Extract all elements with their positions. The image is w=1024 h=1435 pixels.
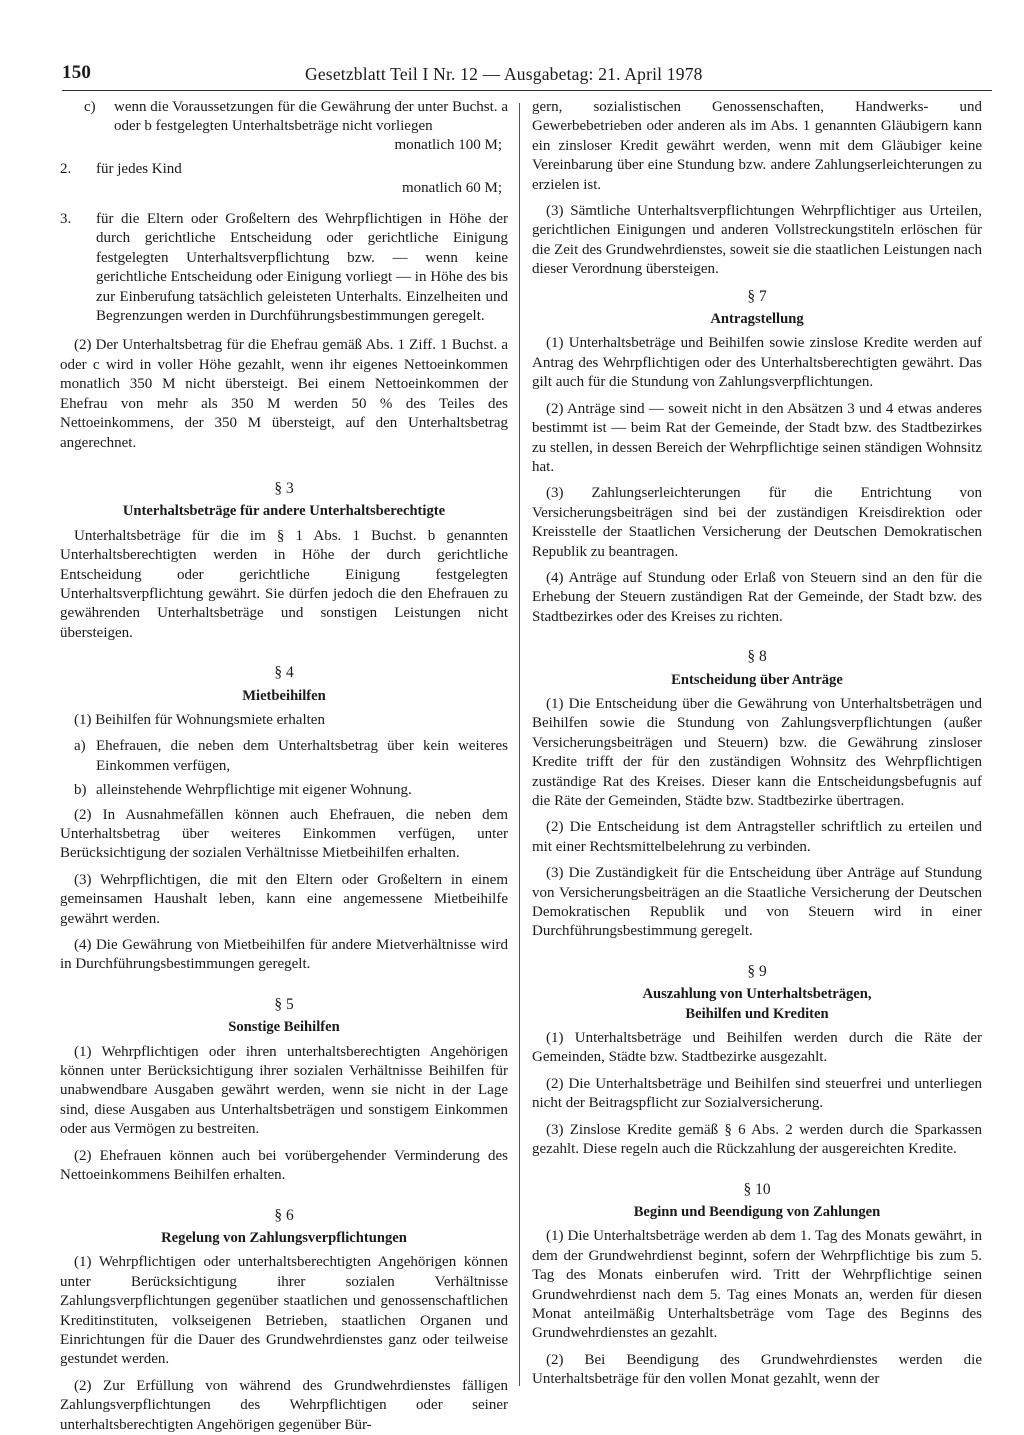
paragraph: (2) Zur Erfüllung von während des Grundwehrdienstes fälligen Zahlungsverpflichtungen des Wehrpflichtigen oder seiner unterhaltsberechtigten Angehörigen gegenüber Bür- [60, 1377, 508, 1433]
list-label: c) [84, 99, 96, 115]
section-title: Entscheidung über Anträge [671, 671, 843, 688]
paragraph: (3) Wehrpflichtigen, die mit den Eltern oder Großeltern in einem gemeinsamen Haushalt leben, kann eine angemessene Mietbeihilfe gewährt werden. [60, 871, 508, 927]
page-header [62, 60, 1004, 90]
list-label: 3. [60, 211, 72, 228]
amount: monatlich 60 M; [402, 179, 502, 196]
list-label: 2. [60, 161, 72, 178]
column-divider [519, 103, 520, 1386]
section-title: Mietbeihilfen [242, 687, 326, 704]
paragraph: (2) Ehefrauen können auch bei vorübergehender Verminderung des Nettoeinkommens Beihilfen erhalten. [60, 1147, 508, 1184]
list-text: für die Eltern oder Großeltern des Wehrpflichtigen in Höhe der durch gerichtliche Entscheidung oder gerichtliche Einigung festgelegten Unterhaltsverpflichtung bzw. — wenn keine gerichtliche Entscheidung oder Einigung vorliegt — in Höhe des bis zur Einberufung tatsächlich geleisteten Unterhalts. Einzelheiten und Begrenzungen werden in Durchführungsbestimmungen geregelt. [96, 211, 508, 325]
section-title: Beginn und Beendigung von Zahlungen [633, 1203, 881, 1220]
paragraph: gern, sozialistischen Genossenschaften, Handwerks- und Gewerbebetrieben oder anderen als im Abs. 1 genannten Gläubigern kann ein zinsloser Kredit gewährt werden, wenn mit dem Gläubiger keine Vereinbarung über eine Stundung bzw. andere Zahlungserleichterungen zu erzielen ist. [532, 99, 982, 193]
paragraph: (3) Zinslose Kredite gemäß § 6 Abs. 2 werden durch die Sparkassen gezahlt. Diese regeln auch die Rückzahlung der ausgereichten Kredite. [532, 1121, 982, 1158]
paragraph: (2) Die Unterhaltsbeträge und Beihilfen sind steuerfrei und unterliegen nicht der Beitragspflicht zur Sozialversicherung. [532, 1075, 982, 1112]
list-text: wenn die Voraussetzungen für die Gewährung der unter Buchst. a oder b festgelegten Unterhaltsbeträge nicht vorliegen [114, 99, 508, 135]
section-number: § 10 [743, 1180, 771, 1198]
section-number: § 8 [747, 648, 767, 666]
section-title: Antragstellung [710, 311, 804, 328]
section-title: Auszahlung von Unterhaltsbeträgen, [642, 986, 872, 1003]
list-item-b [74, 781, 508, 800]
paragraph: (1) Wehrpflichtigen oder ihren unterhaltsberechtigten Angehörigen können unter Berücksichtigung ihrer sozialen Verhältnisse Beihilfen für unabwendbare Ausgaben gewährt werden, wenn sie nicht in der Lage sind, diese Ausgaben aus Unterhaltsbeträgen und sonstigem Einkommen oder aus Vermögen zu bestreiten. [60, 1043, 508, 1138]
section-number: § 6 [274, 1206, 294, 1224]
paragraph: (2) Anträge sind — soweit nicht in den Absätzen 3 und 4 etwas anderes bestimmt ist — beim Rat der Gemeinde, der Stadt bzw. des Stadtbezirkes zu stellen, in dessen Bereich der Wehrpflichtige seinen ständigen Wohnsitz hat. [532, 400, 982, 475]
paragraph: (2) Bei Beendigung des Grundwehrdienstes werden die Unterhaltsbeträge für den vollen Monat gezahlt, wenn der [532, 1351, 982, 1388]
list-label: b) [74, 782, 87, 799]
paragraph: (1) Unterhaltsbeträge und Beihilfen werden durch die Räte der Gemeinden, Städte bzw. Stadtbezirke ausgezahlt. [532, 1030, 982, 1066]
paragraph: (3) Die Zuständigkeit für die Entscheidung über Anträge auf Stundung von Versicherungsbeiträgen an die Staatliche Versicherung der Deutschen Demokratischen Republik und von Steuern wird in einer Durchführungsbestimmung geregelt. [532, 865, 982, 940]
paragraph: (1) Unterhaltsbeträge und Beihilfen sowie zinslose Kredite werden auf Antrag des Wehrpflichtigen oder des Unterhaltsberechtigten gewährt. Das gilt auch für die Stundung von Zahlungsverpflichtungen. [532, 335, 982, 391]
list-item-2 [60, 160, 508, 198]
section-title: Sonstige Beihilfen [228, 1019, 340, 1036]
section-number: § 5 [274, 995, 294, 1013]
section-title-line-2: Beihilfen und Krediten [685, 1005, 829, 1022]
paragraph: (2) In Ausnahmefällen können auch Ehefrauen, die neben dem Unterhaltsbetrag über weiteres Einkommen verfügen, unter Berücksichtigung der sozialen Verhältnisse Mietbeihilfen erhalten. [60, 806, 508, 862]
section-number: § 9 [747, 962, 767, 980]
paragraph: (1) Die Unterhaltsbeträge werden ab dem 1. Tag des Monats gewährt, in dem der Grundwehrdienst beginnt, sofern der Wehrpflichtige bis zum 5. Tag des Monats einberufen wird. Tritt der Wehrpflichtige seinen Grundwehrdienst nach dem 5. Tag eines Monats an, werden für diesen Monat anteilmäßig Unterhaltsbeträge vom Tage des Beginns des Grundwehrdienstes an gezahlt. [532, 1228, 982, 1342]
paragraph: (1) Die Entscheidung über die Gewährung von Unterhaltsbeträgen und Beihilfen sowie die Stundung von Zahlungsverpflichtungen (außer Versicherungsbeiträgen und Steuern) bzw. die Gewährung zinsloser Kredite trifft der für den zuständigen Wohnsitz des Wehrpflichtigen zuständige Rat des Kreises. Dieser kann die Entscheidungsbefugnis auf die Räte der Gemeinden, Städte bzw. Stadtbezirke übertragen. [532, 695, 982, 809]
section-number: § 3 [274, 479, 294, 497]
section-title: Unterhaltsbeträge für andere Unterhaltsberechtigte [122, 503, 446, 520]
paragraph: (4) Die Gewährung von Mietbeihilfen für andere Mietverhältnisse wird in Durchführungsbestimmungen geregelt. [60, 937, 508, 973]
list-item-a [74, 737, 508, 776]
paragraph: (3) Sämtliche Unterhaltsverpflichtungen Wehrpflichtiger aus Urteilen, gerichtlichen Einigungen und anderen Vollstreckungstiteln erlöschen für die Zeit des Grundwehrdienstes, soweit sie die staatlichen Leistungen nach dieser Verordnung übersteigen. [532, 203, 982, 278]
paragraph: (2) Die Entscheidung ist dem Antragsteller schriftlich zu erteilen und mit einer Rechtsmittelbelehrung zu verbinden. [532, 819, 982, 855]
paragraph: (1) Wehrpflichtigen oder unterhaltsberechtigten Angehörigen können unter Berücksichtigung ihrer sozialen Verhältnisse Zahlungsverpflichtungen gegenüber staatlichen und genossenschaftlichen Kreditinstituten, volkseigenen Betrieben, staatlichen Organen und Einrichtungen für die Dauer des Grundwehrdienstes ganz oder teilweise gestundet werden. [60, 1254, 508, 1368]
list-text: für jedes Kind [96, 161, 182, 178]
paragraph: Unterhaltsbeträge für die im § 1 Abs. 1 Buchst. b genannten Unterhaltsberechtigten werden in Höhe der durch gerichtliche Entscheidung oder gerichtliche Einigung festgelegten Unterhaltsverpflichtung gewährt. Sie dürfen jedoch die den Ehefrauen zu gewährenden Unterhaltsbeträge und sonstigen Leistungen nicht übersteigen. [60, 527, 508, 641]
section-title: Regelung von Zahlungsverpflichtungen [161, 1229, 407, 1246]
list-label: a) [74, 738, 86, 755]
running-title: Gesetzblatt Teil I Nr. 12 — Ausgabetag: 21. April 1978 [305, 64, 703, 84]
list-item-3 [60, 210, 508, 326]
paragraph: (4) Anträge auf Stundung oder Erlaß von Steuern sind an den für die Erhebung der Steuern zuständigen Rat der Gemeinde, der Stadt bzw. des Stadtbezirkes oder des Kreises zu richten. [532, 569, 982, 625]
left-column [60, 98, 508, 1433]
list-text: alleinstehende Wehrpflichtige mit eigener Wohnung. [96, 782, 412, 799]
paragraph: (2) Der Unterhaltsbetrag für die Ehefrau gemäß Abs. 1 Ziff. 1 Buchst. a oder c wird in voller Höhe gezahlt, wenn ihr eigenes Nettoeinkommen monatlich 350 M nicht übersteigt. Bei einem Nettoeinkommen der Ehefrau von mehr als 350 M werden 50 % des Teiles des Nettoeinkommens, der 350 M übersteigt, auf den Unterhaltsbetrag angerechnet. [60, 337, 508, 451]
page-number: 150 [62, 62, 92, 83]
section-number: § 4 [274, 664, 294, 682]
paragraph: (1) Beihilfen für Wohnungsmiete erhalten [74, 711, 325, 728]
list-text: Ehefrauen, die neben dem Unterhaltsbetrag über kein weiteres Einkommen verfügen, [96, 738, 508, 774]
amount: monatlich 100 M; [394, 136, 502, 153]
section-number: § 7 [747, 287, 767, 305]
right-column [532, 98, 982, 1388]
paragraph: (3) Zahlungserleichterungen für die Entrichtung von Versicherungsbeiträgen sind bei der zuständigen Kreisdirektion oder Kreisstelle der Staatlichen Versicherung der Deutschen Demokratischen Republik zu beantragen. [532, 485, 982, 560]
header-rule [62, 90, 992, 91]
list-item-c [84, 98, 508, 155]
